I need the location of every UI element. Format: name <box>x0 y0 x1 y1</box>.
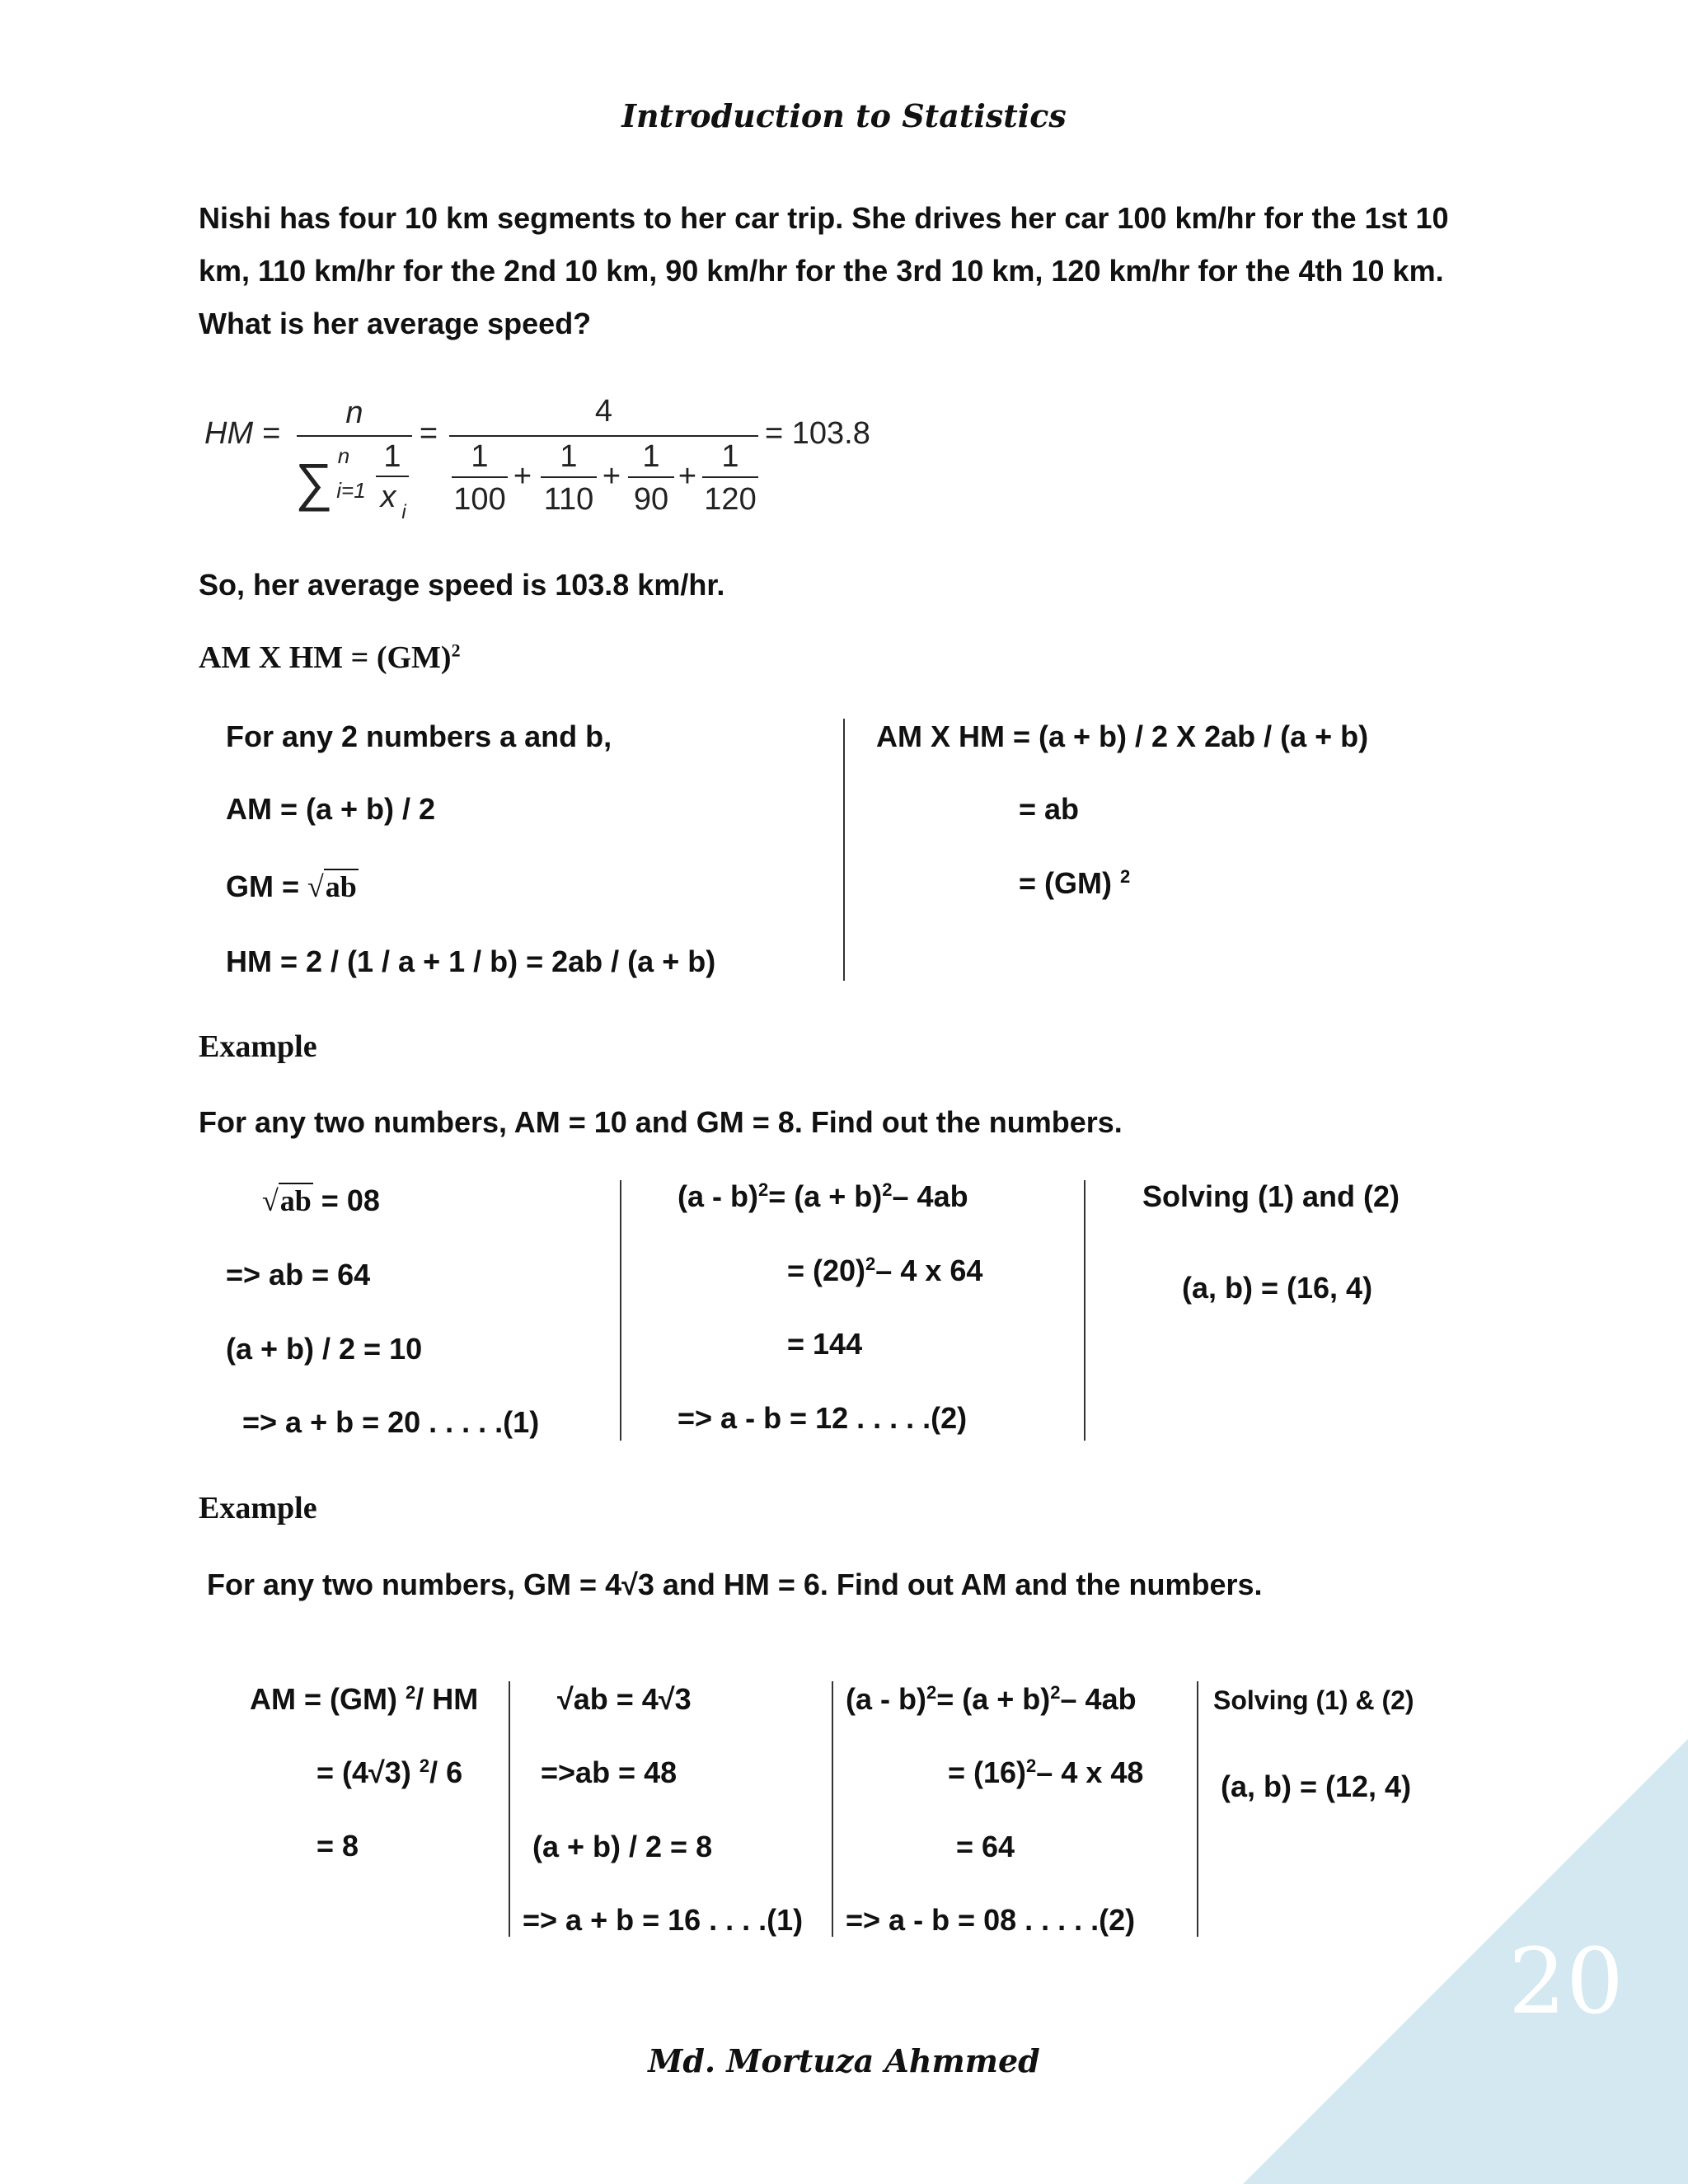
hm-d2-bar <box>541 476 597 478</box>
example1-question: For any two numbers, AM = 10 and GM = 8. Find out the numbers. <box>199 1105 1123 1139</box>
ex2-col1-sq2: 2 <box>419 1755 430 1776</box>
ex2-col3-line1 <box>846 1683 1137 1716</box>
page-header-title: Introduction to Statistics <box>621 97 1067 134</box>
ex2-col1-l1b: / HM <box>415 1682 479 1716</box>
hm-plus2: + <box>602 459 621 494</box>
ex1-divider-1 <box>620 1180 621 1441</box>
ex2-col1-line3: = 8 <box>316 1829 359 1863</box>
hm-d3-bar <box>628 476 674 478</box>
ex1-root: ab <box>279 1184 312 1217</box>
hm-frac-bar2 <box>449 435 758 437</box>
hm-d4: 120 <box>704 482 757 517</box>
ex1-divider-2 <box>1084 1180 1085 1441</box>
hm-d1: 100 <box>453 482 506 517</box>
ex2-col3-sq2: 2 <box>1050 1682 1061 1703</box>
hm-num1: n <box>345 396 363 430</box>
answer-average-speed: So, her average speed is 103.8 km/hr. <box>199 568 725 602</box>
ex2-col3-l2a: = (16) <box>948 1755 1027 1789</box>
page-number: 20 <box>1508 1929 1624 2034</box>
example1-heading: Example <box>199 1029 317 1064</box>
hm-d2-one: 1 <box>560 439 578 474</box>
hm-sum-top: n <box>337 443 350 468</box>
ex1-col1-line1 <box>262 1184 380 1217</box>
ex1-col2-line4: => a - b = 12 . . . . .(2) <box>678 1401 968 1435</box>
hm-plus3: + <box>678 459 697 494</box>
ex2-col1-l1a: AM = (GM) <box>250 1682 397 1716</box>
ex1-col2-l1b: = (a + b) <box>768 1179 883 1213</box>
ex1-col2-l1a: (a - b) <box>678 1179 758 1213</box>
identity-divider <box>843 719 845 981</box>
ex2-divider-2 <box>832 1681 833 1937</box>
hm-lhs: HM = <box>204 416 280 451</box>
hm-num2: 4 <box>594 394 613 429</box>
ex2-divider-1 <box>509 1681 510 1937</box>
ex2-col4-line2: (a, b) = (12, 4) <box>1221 1769 1412 1803</box>
ex2-col3-l2b: – 4 x 48 <box>1036 1755 1144 1789</box>
ex2-col3-line3: = 64 <box>956 1830 1015 1863</box>
identity-left-line1: For any 2 numbers a and b, <box>226 719 612 753</box>
ex1-col1-line2: => ab = 64 <box>226 1258 371 1291</box>
ex2-col4-line1: Solving (1) & (2) <box>1213 1685 1414 1715</box>
hm-xi-sub: i <box>401 501 406 523</box>
ex2-col2-line3: (a + b) / 2 = 8 <box>532 1830 713 1863</box>
identity-heading <box>199 640 461 676</box>
ex2-col1-l2a: = (4√3) <box>316 1755 411 1789</box>
hm-d3: 90 <box>633 482 669 517</box>
hm-inner-bar <box>376 476 409 477</box>
identity-right-line3-sup: 2 <box>1120 866 1131 887</box>
hm-plus1: + <box>513 459 532 494</box>
ex1-col2-sq2: 2 <box>882 1179 893 1200</box>
identity-right-line1: AM X HM = (a + b) / 2 X 2ab / (a + b) <box>876 719 1369 753</box>
hm-sum-bottom: i=1 <box>336 478 366 503</box>
ex1-col1-line1-rest: = 08 <box>312 1183 380 1217</box>
hm-inner-one: 1 <box>383 439 401 474</box>
ex1-col1-line4: => a + b = 20 . . . . .(1) <box>242 1405 540 1439</box>
hm-d4-one: 1 <box>721 439 739 474</box>
identity-right-line2: = ab <box>1019 792 1080 826</box>
hm-d4-bar <box>702 476 758 478</box>
ex1-col2-l2b: – 4 x 64 <box>875 1254 983 1287</box>
ex2-col3-l1b: = (a + b) <box>936 1682 1051 1716</box>
ex2-divider-3 <box>1197 1681 1198 1937</box>
ex1-col3-line1: Solving (1) and (2) <box>1142 1179 1400 1213</box>
ex2-col2-line2: =>ab = 48 <box>541 1755 678 1789</box>
hm-sum-symbol: ∑ <box>295 452 333 512</box>
ex1-col2-l1c: – 4ab <box>892 1179 968 1213</box>
ex1-col2-line1 <box>678 1180 968 1213</box>
hm-frac-bar1 <box>297 435 412 437</box>
ex2-col3-l1c: – 4ab <box>1060 1682 1137 1716</box>
gm-prefix: GM = <box>226 869 308 903</box>
ex2-col1-l2b: / 6 <box>429 1755 463 1789</box>
hm-d1-bar <box>452 476 508 478</box>
sqrt-icon: √ <box>262 1184 279 1217</box>
ex1-col2-line3: = 144 <box>787 1327 863 1361</box>
hm-d3-one: 1 <box>642 439 660 474</box>
example2-heading: Example <box>199 1491 317 1526</box>
hm-d1-one: 1 <box>471 439 489 474</box>
ex1-col2-sq1: 2 <box>757 1179 769 1200</box>
identity-heading-text: AM X HM = (GM) <box>199 640 452 675</box>
identity-heading-sup: 2 <box>451 640 461 661</box>
ex2-col3-line4: => a - b = 08 . . . . .(2) <box>846 1903 1136 1937</box>
identity-left-line4: HM = 2 / (1 / a + 1 / b) = 2ab / (a + b) <box>226 944 716 978</box>
ex1-col3-line2: (a, b) = (16, 4) <box>1182 1271 1373 1305</box>
identity-right-line3 <box>1019 867 1130 900</box>
hm-result: = 103.8 <box>765 416 870 451</box>
ex1-col1-line3: (a + b) / 2 = 10 <box>226 1332 423 1366</box>
ex1-col2-sq3: 2 <box>865 1254 876 1274</box>
ex2-col3-line2 <box>948 1756 1143 1789</box>
ex2-col1-sq1: 2 <box>406 1682 416 1703</box>
ex2-col1-line2 <box>316 1756 462 1789</box>
hm-d2: 110 <box>543 482 594 517</box>
ex1-col2-line2 <box>787 1254 982 1287</box>
ex2-col2-line4: => a + b = 16 . . . .(1) <box>523 1903 804 1937</box>
ex1-col2-l2a: = (20) <box>787 1254 866 1287</box>
identity-left-line3 <box>226 870 359 903</box>
hm-eq: = <box>419 416 438 451</box>
ex2-col3-sq1: 2 <box>926 1682 937 1703</box>
sqrt-icon: √ <box>307 870 324 903</box>
identity-left-line2: AM = (a + b) / 2 <box>226 792 436 826</box>
ex2-col1-line1 <box>250 1683 478 1716</box>
footer-author: Md. Mortuza Ahmmed <box>648 2042 1040 2079</box>
hm-xi: x <box>380 480 396 514</box>
gm-root: ab <box>325 870 357 903</box>
ex2-col3-sq3: 2 <box>1026 1755 1037 1776</box>
identity-right-line3-text: = (GM) <box>1019 866 1112 900</box>
ex2-col2-line1: √ab = 4√3 <box>557 1682 692 1716</box>
problem-text: Nishi has four 10 km segments to her car trip. She drives her car 100 km/hr for the 1st 10 km, 110 km/hr for the 2nd 10 km, 90 km/hr for the 3rd 10 km, 120 km/hr for the 4th 10 km. What is her average speed? <box>199 201 1449 340</box>
ex2-col3-l1a: (a - b) <box>846 1682 926 1716</box>
example2-question: For any two numbers, GM = 4√3 and HM = 6. Find out AM and the numbers. <box>207 1568 1263 1601</box>
